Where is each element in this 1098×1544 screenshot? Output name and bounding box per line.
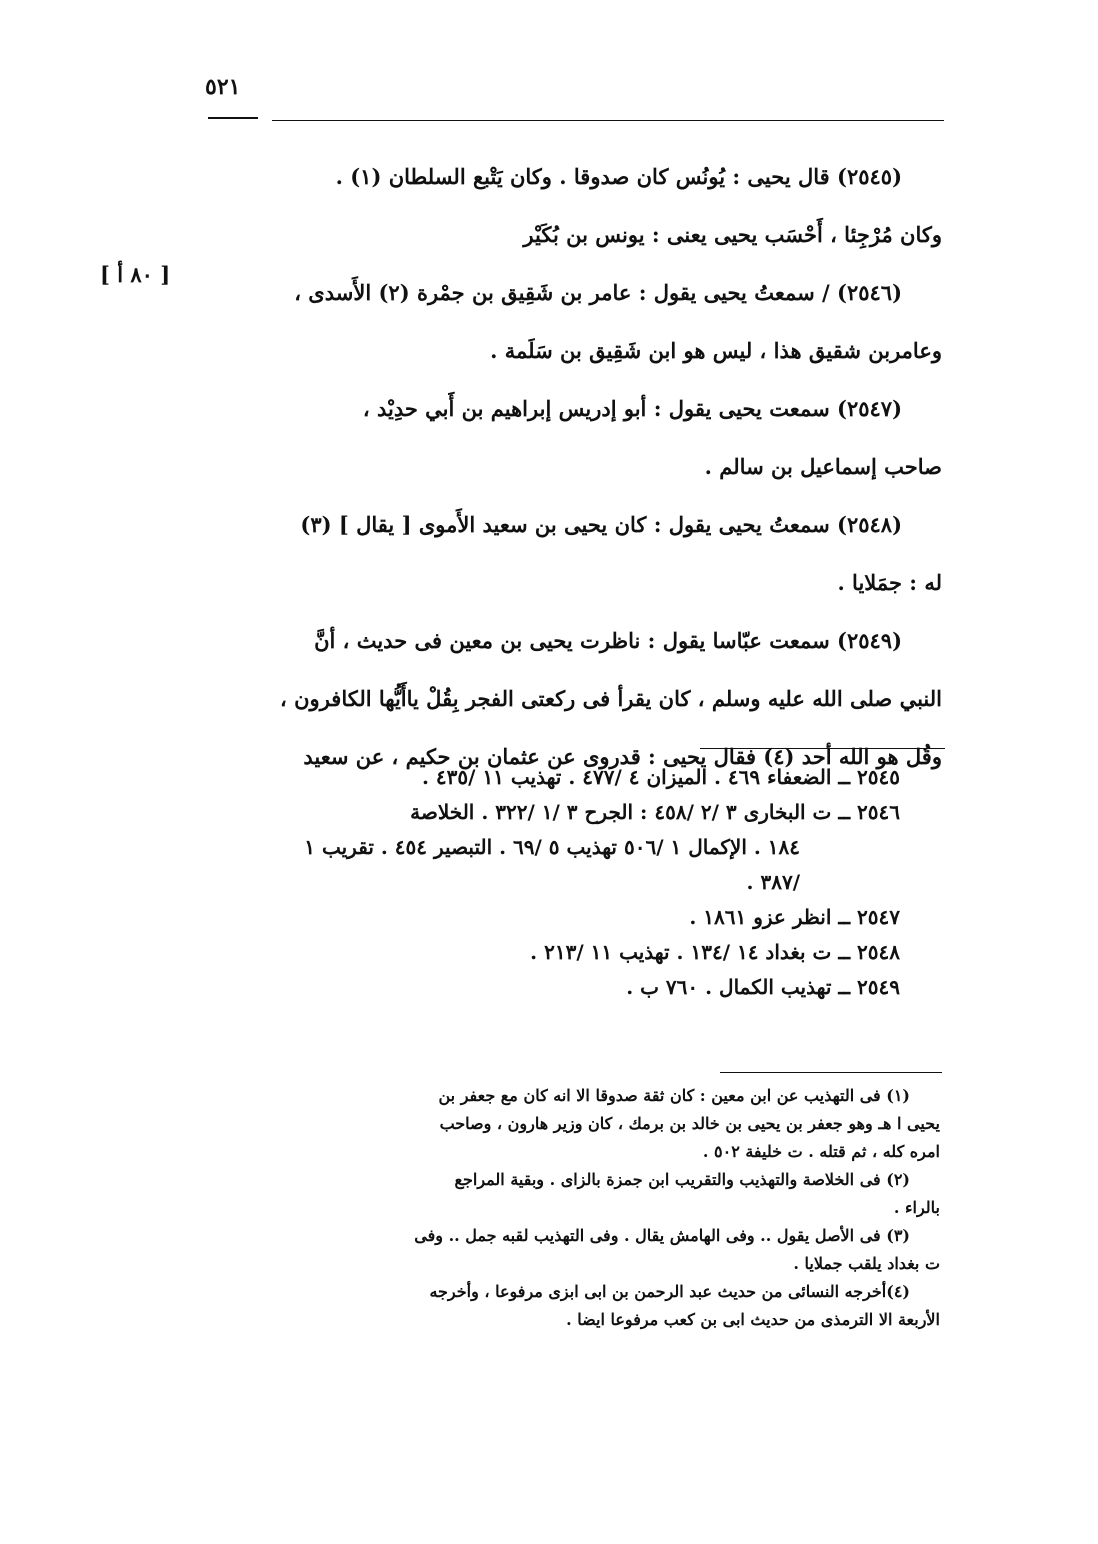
footnotes-block xyxy=(218,1082,940,1334)
footnote-line: (٤)أخرجه النسائى من حديث عبد الرحمن بن ابى ابزى مرفوعا ، وأخرجه xyxy=(429,1282,910,1301)
main-line: صاحب إسماعيل بن سالم . xyxy=(704,454,942,479)
footnote-line: (١) فى التهذيب عن ابن معين : كان ثقة صدوقا الا انه كان مع جعفر بن xyxy=(438,1086,910,1105)
sources-rule xyxy=(700,748,945,749)
sources-block xyxy=(200,760,900,1005)
source-line: ٢٥٤٦ ــ ت البخارى ٣ /٢ /٤٥٨ : الجرح ٣ /١ /٣٢٢ . الخلاصة xyxy=(410,800,900,824)
source-line: ٢٥٤٨ ــ ت بغداد ١٤ /١٣٤ . تهذيب ١١ /٢١٣ . xyxy=(530,940,900,964)
main-line: (٢٥٤٦) / سمعتُ يحيى يقول : عامر بن شَقِيق بن جمْرة (٢) الأَسدى ، xyxy=(294,280,902,305)
footnote-line: يحيى ا هـ وهو جعفر بن يحيى بن خالد بن برمك ، كان وزير هارون ، وصاحب xyxy=(439,1114,940,1133)
header-rule xyxy=(272,120,944,121)
source-line: /٣٨٧ . xyxy=(746,870,800,894)
main-line: (٢٥٤٩) سمعت عبّاسا يقول : ناظرت يحيى بن معين فى حديث ، أنَّ xyxy=(314,628,902,653)
page-number: ٥٢١ xyxy=(205,74,241,100)
source-line: ٢٥٤٥ ــ الضعفاء ٤٦٩ . الميزان ٤ /٤٧٧ . تهذيب ١١ /٤٣٥ . xyxy=(421,765,900,789)
main-line: وقُل هو الله أحد (٤) فقال يحيى : قدروى عن عثمان بن حكيم ، عن سعيد xyxy=(303,744,942,769)
main-line: (٢٥٤٥) قال يحيى : يُونُس كان صدوقا . وكان يَتْبع السلطان (١) . xyxy=(335,164,902,189)
footnotes-rule xyxy=(720,1072,942,1073)
source-line: ٢٥٤٧ ــ انظر عزو ١٨٦١ . xyxy=(689,905,900,929)
main-line: وكان مُرْجِئا ، أَحْسَب يحيى يعنى : يونس بن بُكَيْر xyxy=(523,222,942,247)
main-line: له : جمَلايا . xyxy=(837,570,942,595)
footnote-line: (٣) فى الأصل يقول .. وفى الهامش يقال . وفى التهذيب لقبه جمل .. وفى xyxy=(414,1226,910,1245)
footnote-line: الأربعة الا الترمذى من حديث ابى بن كعب مرفوعا ايضا . xyxy=(566,1310,940,1329)
footnote-line: ت بغداد يلقب جملايا . xyxy=(793,1254,940,1273)
main-line: النبي صلى الله عليه وسلم ، كان يقرأ فى ركعتى الفجر بِقُلْ ياأَيُّها الكافرون ، xyxy=(280,686,942,711)
footnote-line: امره كله ، ثم قتله . ت خليفة ٥٠٢ . xyxy=(702,1142,940,1161)
main-text xyxy=(200,148,942,786)
main-line: (٢٥٤٨) سمعتُ يحيى يقول : كان يحيى بن سعيد الأَموى [ يقال ] (٣) xyxy=(300,512,902,537)
footnote-line: بالراء . xyxy=(893,1198,940,1217)
source-line: ٢٥٤٩ ــ تهذيب الكمال . ٧٦٠ ب . xyxy=(626,975,900,999)
margin-note: [ ٨٠ أ ] xyxy=(100,262,171,287)
header-rule-short xyxy=(208,117,258,119)
source-line: ١٨٤ . الإكمال ١ /٥٠٦ تهذيب ٥ /٦٩ . التبصير ٤٥٤ . تقريب ١ xyxy=(304,835,800,859)
main-line: (٢٥٤٧) سمعت يحيى يقول : أبو إدريس إبراهيم بن أَبي حدِيْد ، xyxy=(362,396,902,421)
footnote-line: (٢) فى الخلاصة والتهذيب والتقريب ابن جمزة بالزاى . وبقية المراجع xyxy=(454,1170,910,1189)
main-line: وعامربن شقيق هذا ، ليس هو ابن شَقِيق بن سَلَمة . xyxy=(490,338,942,363)
